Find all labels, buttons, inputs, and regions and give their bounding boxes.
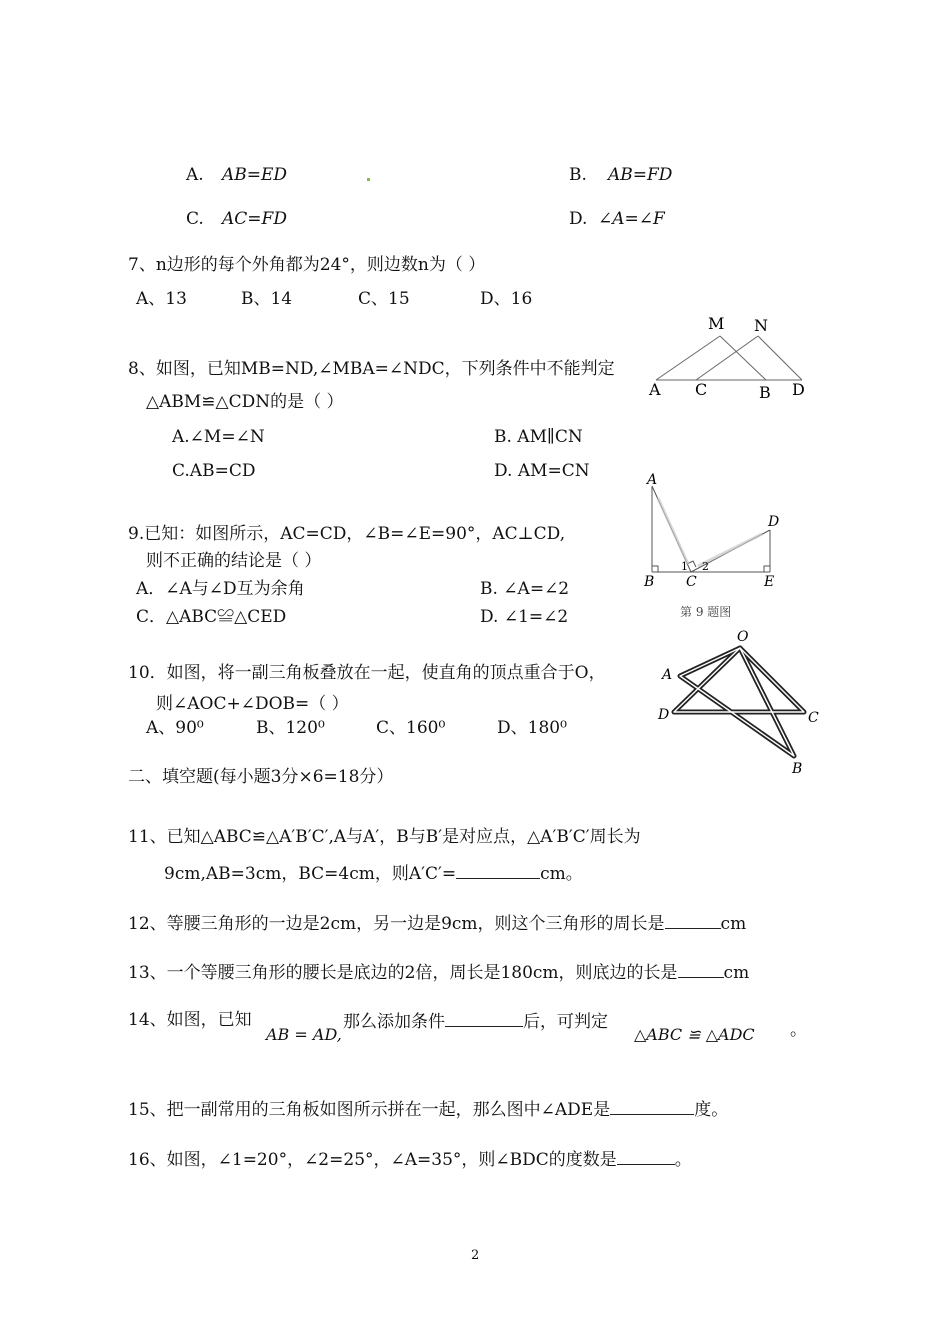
q11-stem-2a: 9cm,AB=3cm，BC=4cm，则A′C′= bbox=[164, 864, 457, 884]
q16-stem: 16、如图，∠1=20°，∠2=25°，∠A=35°，则∠BDC的度数是 bbox=[128, 1150, 617, 1170]
q9-option-d: D. ∠1=∠2 bbox=[480, 607, 569, 627]
q8-fig-label-n: N bbox=[754, 316, 768, 335]
q12-unit: cm bbox=[720, 914, 747, 934]
q7-option-b: B、14 bbox=[241, 289, 293, 309]
q13-unit: cm bbox=[723, 963, 750, 983]
q7-stem: 7、n边形的每个外角都为24°，则边数n为（ ） bbox=[128, 255, 486, 275]
q14-stem-c: 后，可判定 bbox=[523, 1012, 608, 1032]
q8-figure bbox=[640, 310, 820, 405]
page-number: 2 bbox=[471, 1248, 480, 1263]
q6-option-c-label: C. bbox=[186, 209, 204, 229]
q8-fig-label-b: B bbox=[759, 383, 771, 402]
q6-option-d-text: ∠A=∠F bbox=[598, 209, 665, 229]
q10-option-b: B、120⁰ bbox=[256, 718, 325, 738]
section-heading: 二、填空题(每小题3分×6=18分） bbox=[128, 767, 394, 787]
q13-stem: 13、一个等腰三角形的腰长是底边的2倍，周长是180cm，则底边的长是 bbox=[128, 963, 678, 983]
q9-fig-label-e: E bbox=[764, 574, 775, 590]
q9-option-b: B. ∠A=∠2 bbox=[480, 579, 570, 599]
q9-fig-label-b: B bbox=[644, 574, 655, 590]
q10-fig-label-o: O bbox=[737, 629, 749, 645]
q10-option-c: C、160⁰ bbox=[376, 718, 446, 738]
q6-option-a-label: A. bbox=[186, 165, 204, 185]
q15-unit: 度。 bbox=[694, 1100, 729, 1120]
q16-answer-blank[interactable] bbox=[617, 1148, 675, 1165]
q12-stem: 12、等腰三角形的一边是2cm，另一边是9cm，则这个三角形的周长是 bbox=[128, 914, 665, 934]
q13-answer-blank[interactable] bbox=[678, 961, 724, 978]
q9-fig-label-d: D bbox=[768, 514, 780, 530]
q7-option-a: A、13 bbox=[136, 289, 187, 309]
q9-stem: 9.已知：如图所示，AC=CD，∠B=∠E=90°，AC⊥CD, bbox=[128, 524, 566, 544]
q6-option-b-label: B. bbox=[569, 165, 587, 185]
q8-option-d: D. AM=CN bbox=[494, 461, 590, 481]
q10-fig-label-d: D bbox=[658, 707, 670, 723]
q9-fig-label-2: 2 bbox=[702, 560, 709, 573]
q9-figure bbox=[636, 468, 796, 628]
q11-stem-2b: cm。 bbox=[540, 864, 583, 884]
q10-fig-label-b: B bbox=[792, 761, 803, 777]
q11-line2 bbox=[164, 862, 583, 884]
q15-stem: 15、把一副常用的三角板如图所示拼在一起，那么图中∠ADE是 bbox=[128, 1100, 611, 1120]
q8-option-c: C.AB=CD bbox=[172, 461, 256, 481]
q9-fig-label-c: C bbox=[686, 574, 697, 590]
q6-option-d-label: D. bbox=[569, 209, 588, 229]
q14-stem-b-line bbox=[343, 1010, 608, 1032]
q6-option-c-text: AC=FD bbox=[222, 209, 287, 229]
q11-stem: 11、已知△ABC≌△A′B′C′,A与A′，B与B′是对应点，△A′B′C′周长为 bbox=[128, 827, 641, 847]
q14-end: 。 bbox=[790, 1020, 807, 1040]
q10-fig-label-c: C bbox=[808, 710, 819, 726]
q8-option-b: B. AM∥CN bbox=[494, 427, 583, 447]
q9-stem-2: 则不正确的结论是（ ） bbox=[146, 551, 322, 571]
q10-figure bbox=[654, 626, 830, 780]
q9-fig-caption: 第 9 题图 bbox=[680, 605, 732, 619]
q10-fig-label-a: A bbox=[662, 667, 673, 683]
q7-option-c: C、15 bbox=[358, 289, 410, 309]
q14-formula-2: △ABC ≌ △ADC bbox=[634, 1025, 755, 1044]
q10-option-d: D、180⁰ bbox=[497, 718, 567, 738]
q6-option-b-text: AB=FD bbox=[608, 165, 673, 185]
q8-fig-label-a: A bbox=[649, 380, 661, 399]
q14-formula-1: AB = AD, bbox=[266, 1025, 342, 1044]
q8-fig-label-c: C bbox=[695, 380, 708, 399]
q6-option-a-text: AB=ED bbox=[222, 165, 288, 185]
q14-stem-b: 那么添加条件 bbox=[343, 1012, 445, 1032]
q9-option-a: A．∠A与∠D互为余角 bbox=[136, 579, 305, 599]
q8-fig-label-d: D bbox=[792, 380, 805, 399]
q10-stem: 10．如图，将一副三角板叠放在一起，使直角的顶点重合于O， bbox=[128, 663, 606, 683]
q8-option-a: A.∠M=∠N bbox=[172, 427, 265, 447]
stray-dot bbox=[367, 178, 370, 181]
q10-option-a: A、90⁰ bbox=[146, 718, 204, 738]
q14-stem-a: 14、如图，已知 bbox=[128, 1010, 252, 1030]
q7-option-d: D、16 bbox=[480, 289, 533, 309]
q8-stem-2: △ABM≌△CDN的是（ ） bbox=[146, 392, 344, 412]
q14-answer-blank[interactable] bbox=[445, 1010, 523, 1027]
q15-answer-blank[interactable] bbox=[610, 1098, 694, 1115]
q9-option-c: C．△ABC≌△CED bbox=[136, 607, 287, 627]
q16-end: 。 bbox=[674, 1150, 692, 1170]
q8-fig-label-m: M bbox=[708, 314, 725, 333]
q9-fig-label-1: 1 bbox=[681, 560, 688, 573]
q11-answer-blank[interactable] bbox=[456, 862, 540, 879]
q12-answer-blank[interactable] bbox=[665, 912, 721, 929]
q16-line bbox=[128, 1148, 692, 1170]
q12-line bbox=[128, 912, 746, 934]
q9-fig-label-a: A bbox=[647, 472, 658, 488]
q10-stem-2: 则∠AOC+∠DOB=（ ） bbox=[156, 694, 349, 714]
q15-line bbox=[128, 1098, 728, 1120]
q13-line bbox=[128, 961, 749, 983]
q8-stem: 8、如图，已知MB=ND,∠MBA=∠NDC，下列条件中不能判定 bbox=[128, 359, 615, 379]
